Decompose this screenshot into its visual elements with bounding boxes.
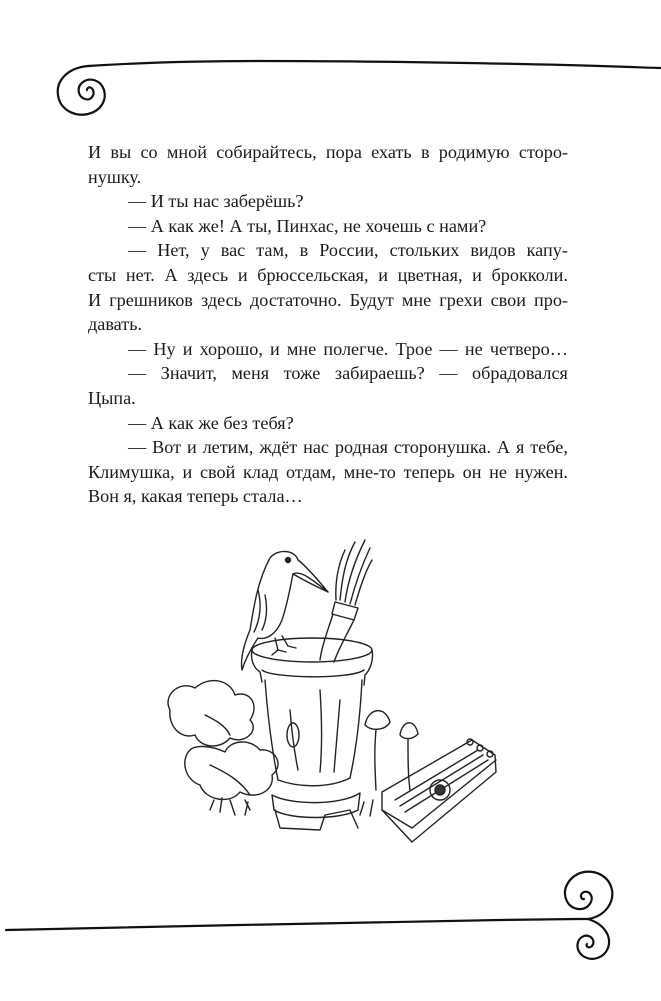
top-spiral-rule-ornament bbox=[0, 0, 661, 140]
burdock-leaves-icon bbox=[168, 681, 278, 815]
top-spiral-icon bbox=[58, 66, 105, 115]
text-line: — Значит, меня тоже забираешь? — обрадовался bbox=[128, 363, 568, 384]
text-line: Вон я, какая теперь стала… bbox=[88, 486, 303, 507]
illustration bbox=[150, 510, 530, 860]
text-line: — Нет, у вас там, в России, стольких видов капу- bbox=[128, 240, 568, 261]
text-line: — Ну и хорошо, и мне полегче. Трое — не четверо… bbox=[128, 338, 568, 359]
bottom-double-spiral-rule-ornament bbox=[0, 850, 661, 1001]
text-line: И вы со мной собирайтесь, пора ехать в родимую сторо- bbox=[88, 142, 568, 162]
wooden-mortar-icon bbox=[251, 638, 372, 830]
text-line: — А как же! А ты, Пинхас, не хочешь с нами? bbox=[128, 215, 487, 236]
text-line: — И ты нас заберёшь? bbox=[128, 191, 304, 212]
gusli-icon bbox=[382, 739, 496, 842]
mushrooms-icon bbox=[365, 711, 418, 790]
text-line: нушку. bbox=[88, 166, 142, 187]
text-line: И грешников здесь достаточно. Будут мне грехи свои про- bbox=[88, 289, 568, 310]
text-line: давать. bbox=[88, 314, 143, 335]
text-line: — Вот и летим, ждёт нас родная сторонушка. А я тебе, bbox=[128, 437, 568, 458]
bottom-rule-line bbox=[6, 919, 588, 930]
top-rule-line bbox=[88, 61, 661, 68]
text-line: сты нет. А здесь и брюссельская, и цветная, и брокколи. bbox=[88, 264, 568, 285]
text-line: Климушка, и свой клад отдам, мне-то теперь он не нужен. bbox=[88, 461, 568, 482]
text-line: Цыпа. bbox=[88, 387, 136, 408]
bottom-spiral-lower-icon bbox=[577, 919, 609, 959]
story-text bbox=[88, 140, 568, 509]
bottom-spiral-upper-icon bbox=[565, 872, 612, 919]
crow-icon bbox=[242, 551, 328, 670]
text-line: — А как же без тебя? bbox=[128, 412, 294, 433]
